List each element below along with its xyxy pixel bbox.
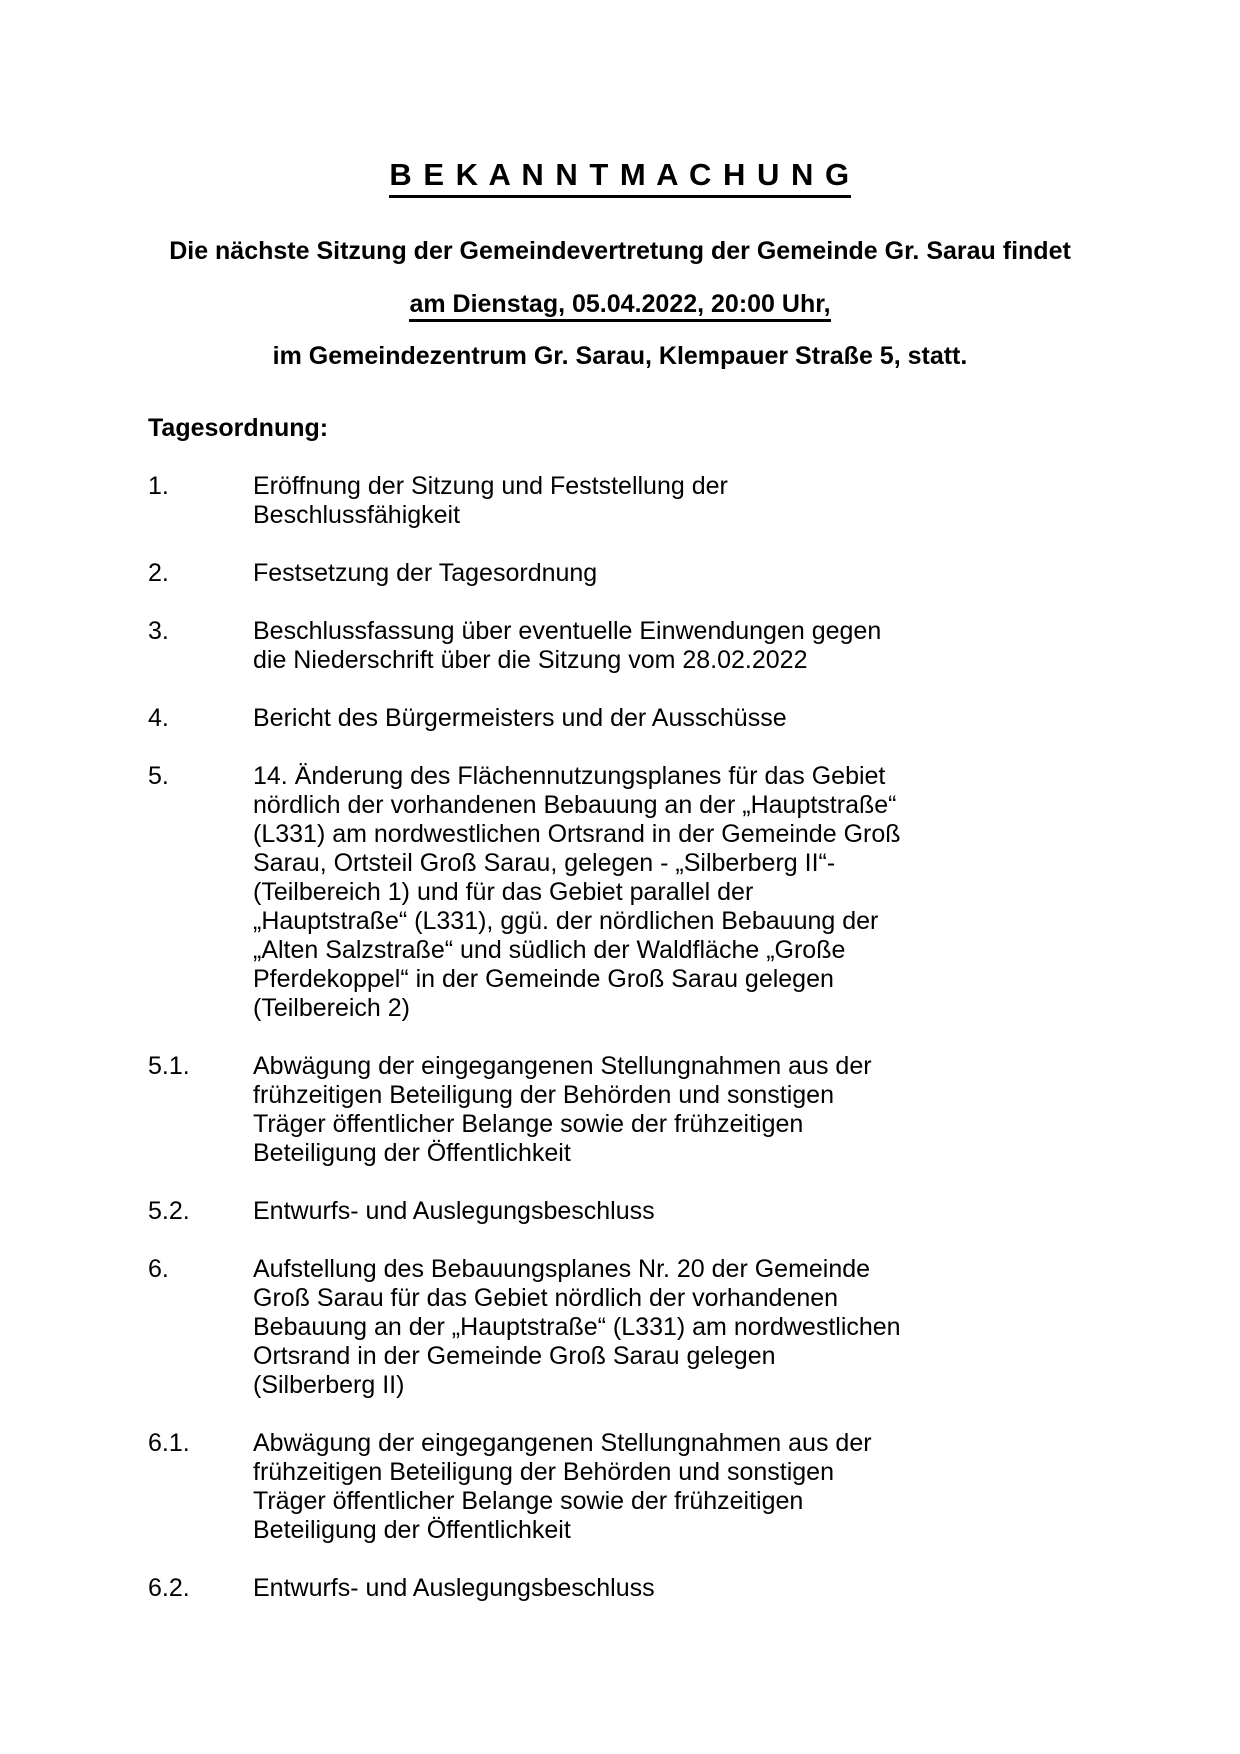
agenda-item-3: [148, 617, 1092, 675]
agenda-item-number: 6.1.: [148, 1429, 190, 1457]
agenda-item-4: [148, 704, 1092, 733]
agenda-item-number: 5.1.: [148, 1052, 190, 1080]
agenda-item-number: 2.: [148, 559, 169, 587]
agenda-item-number: 6.2.: [148, 1574, 190, 1602]
agenda-list: [148, 472, 1092, 1603]
agenda-item-2: [148, 559, 1092, 588]
agenda-item-number: 5.: [148, 762, 169, 790]
agenda-item-text-line: Beschlussfassung über eventuelle Einwendungen gegen: [253, 617, 882, 645]
agenda-item-text: [253, 1429, 872, 1545]
agenda-item-text-line: (Teilbereich 2): [253, 994, 411, 1022]
agenda-item-text-line: „Alten Salzstraße“ und südlich der Waldfläche „Große: [253, 936, 846, 964]
intro-line-2-text: am Dienstag, 05.04.2022, 20:00 Uhr,: [409, 290, 830, 322]
agenda-item-text-line: (L331) am nordwestlichen Ortsrand in der Gemeinde Groß: [253, 820, 901, 848]
intro-line-1: Die nächste Sitzung der Gemeindevertretung der Gemeinde Gr. Sarau findet: [169, 237, 1071, 265]
agenda-item-text-line: Eröffnung der Sitzung und Feststellung der: [253, 472, 728, 500]
agenda-item-text-line: Groß Sarau für das Gebiet nördlich der vorhandenen: [253, 1284, 839, 1312]
agenda-item-6: [148, 1255, 1092, 1400]
agenda-item-text: [253, 559, 597, 588]
agenda-item-text-line: Ortsrand in der Gemeinde Groß Sarau gelegen: [253, 1342, 776, 1370]
agenda-item-1: [148, 472, 1092, 530]
intro-line-2: [148, 290, 1092, 319]
intro-line-3: im Gemeindezentrum Gr. Sarau, Klempauer Straße 5, statt.: [272, 342, 968, 370]
agenda-item-number: 5.2.: [148, 1197, 190, 1225]
agenda-item-text-line: nördlich der vorhandenen Bebauung an der „Hauptstraße“: [253, 791, 897, 819]
agenda-item-5-1: [148, 1052, 1092, 1168]
agenda-item-text-line: frühzeitigen Beteiligung der Behörden und sonstigen: [253, 1081, 834, 1109]
agenda-heading: Tagesordnung:: [148, 414, 329, 442]
agenda-item-text-line: Träger öffentlicher Belange sowie der frühzeitigen: [253, 1487, 804, 1515]
agenda-item-text-line: Entwurfs- und Auslegungsbeschluss: [253, 1574, 655, 1602]
agenda-item-5: [148, 762, 1092, 1023]
agenda-item-text-line: (Teilbereich 1) und für das Gebiet parallel der: [253, 878, 754, 906]
agenda-item-text-line: Aufstellung des Bebauungsplanes Nr. 20 der Gemeinde: [253, 1255, 871, 1283]
agenda-item-text-line: Pferdekoppel“ in der Gemeinde Groß Sarau gelegen: [253, 965, 834, 993]
agenda-item-text-line: Bericht des Bürgermeisters und der Ausschüsse: [253, 704, 787, 732]
agenda-item-text-line: Festsetzung der Tagesordnung: [253, 559, 598, 587]
agenda-item-text-line: 14. Änderung des Flächennutzungsplanes für das Gebiet: [253, 762, 886, 790]
agenda-item-text: [253, 762, 901, 1023]
agenda-item-text-line: „Hauptstraße“ (L331), ggü. der nördlichen Bebauung der: [253, 907, 879, 935]
agenda-item-text: [253, 1197, 655, 1226]
agenda-item-text: [253, 704, 787, 733]
agenda-item-text-line: frühzeitigen Beteiligung der Behörden und sonstigen: [253, 1458, 834, 1486]
agenda-item-text-line: Abwägung der eingegangenen Stellungnahmen aus der: [253, 1052, 872, 1080]
agenda-item-text-line: Beteiligung der Öffentlichkeit: [253, 1139, 571, 1167]
agenda-item-text-line: Träger öffentlicher Belange sowie der frühzeitigen: [253, 1110, 804, 1138]
agenda-item-text-line: Bebauung an der „Hauptstraße“ (L331) am nordwestlichen: [253, 1313, 901, 1341]
document-title-text: B E K A N N T M A C H U N G: [389, 157, 850, 198]
agenda-item-5-2: [148, 1197, 1092, 1226]
agenda-item-text-line: Beteiligung der Öffentlichkeit: [253, 1516, 571, 1544]
agenda-item-number: 1.: [148, 472, 169, 500]
agenda-item-text-line: Entwurfs- und Auslegungsbeschluss: [253, 1197, 655, 1225]
agenda-item-text-line: (Silberberg II): [253, 1371, 405, 1399]
agenda-item-number: 3.: [148, 617, 169, 645]
agenda-item-text: [253, 472, 728, 530]
agenda-item-number: 6.: [148, 1255, 169, 1283]
agenda-item-text: [253, 617, 881, 675]
agenda-item-text-line: Abwägung der eingegangenen Stellungnahmen aus der: [253, 1429, 872, 1457]
agenda-item-text-line: Sarau, Ortsteil Groß Sarau, gelegen - „Silberberg II“-: [253, 849, 836, 877]
agenda-item-text-line: Beschlussfähigkeit: [253, 501, 461, 529]
agenda-item-number: 4.: [148, 704, 169, 732]
agenda-item-text: [253, 1255, 901, 1400]
agenda-item-6-2: [148, 1574, 1092, 1603]
agenda-item-text: [253, 1052, 872, 1168]
agenda-item-text-line: die Niederschrift über die Sitzung vom 28.02.2022: [253, 646, 808, 674]
document-title: [148, 156, 1092, 194]
agenda-item-text: [253, 1574, 655, 1603]
agenda-item-6-1: [148, 1429, 1092, 1545]
